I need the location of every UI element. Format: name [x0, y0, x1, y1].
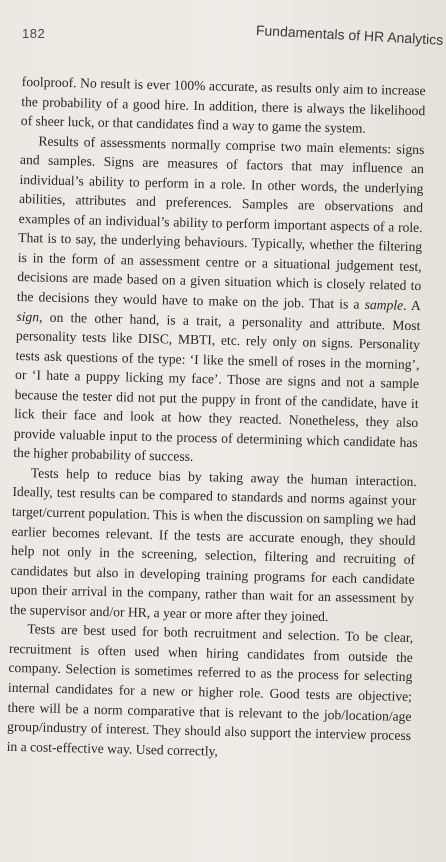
term-sign: sign — [16, 308, 40, 325]
paragraph-1: foolproof. No result is ever 100% accurate, as results only aim to increase the probability of a good hire. In addition, there is always the likelihood of sheer luck, or that candidates find a way to game the system. — [20, 73, 426, 136]
body-text — [6, 72, 425, 765]
page-header — [0, 22, 446, 46]
paragraph-2-part-3: , on the other hand, is a trait, a personality and attribute. Most personality tests like DISC, MBTI, etc. rely only on signs. Personality tests ask questions of the type: ‘I like the smell of roses in the morning’, or ‘I hate a puppy licking my face’. Those are signs and not a sample because the tester did not put the puppy in front of the candidate, have it lick their face and look at how they reacted. Nonetheless, they also provide valuable input to the process of determining which candidate has the higher probability of success. — [13, 309, 421, 465]
paragraph-4: Tests are best used for both recruitment and selection. To be clear, recruitment is often used when hiring candidates from outside the company. Selection is sometimes referred to as the process for selecting internal candidates for a new or higher role. Good tests are objective; there will be a norm comparative that is relevant to the job/location/age group/industry of interest. They should also support the interview process in a cost-effective way. Used correctly, — [6, 621, 414, 759]
page-number: 182 — [22, 26, 46, 41]
paragraph-3: Tests help to reduce bias by taking away the human interaction. Ideally, test results can be compared to standards and norms against your target/current population. This is when the discussion on sampling we had earlier becomes relevant. If the tests are accurate enough, they should help not only in the screening, selection, filtering and recruiting of candidates but also in developing training programs for each candidate upon their arrival in the company, rather than wait for an assessment by the supervisor and/or HR, a year or more after they joined. — [9, 465, 417, 624]
term-sample: sample — [364, 296, 404, 313]
paragraph-2-part-2: . A — [403, 297, 421, 314]
running-head: Fundamentals of HR Analytics — [256, 22, 445, 48]
paragraph-2 — [13, 131, 424, 472]
paragraph-2-part-1: Results of assessments normally comprise two main elements: signs and samples. Signs are measures of factors that may influence an individual’s ability to perform in a role. In other words, the underlying abilities, attributes and preferences. Samples are observations and examples of an individual’s ability to perform important aspects of a role. That is to say, the underlying behaviours. Typically, whether the filtering is in the form of an assessment centre or a situational judgement test, decisions are made based on a given situation which is closely related to the decisions they would have to make on the job. That is a — [16, 133, 425, 312]
